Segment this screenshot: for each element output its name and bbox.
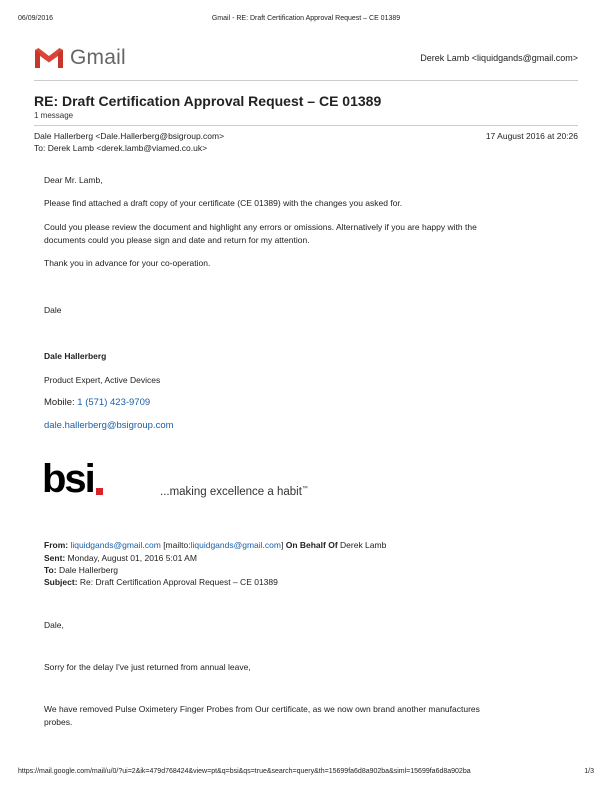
- message-from: Dale Hallerberg <Dale.Hallerberg@bsigroup.com>: [34, 131, 225, 141]
- message-to: To: Derek Lamb <derek.lamb@viamed.co.uk>: [34, 143, 208, 153]
- thread-subject: RE: Draft Certification Approval Request – CE 01389: [34, 93, 382, 109]
- quoted-from: [44, 539, 386, 552]
- quoted-behalf-name: Derek Lamb: [337, 540, 387, 550]
- quoted-behalf-label: On Behalf Of: [285, 540, 338, 550]
- bsi-tagline-text: ...making excellence a habit: [160, 486, 302, 498]
- gmail-logo[interactable]: [34, 44, 134, 72]
- footer-page-number: 1/3: [584, 768, 594, 775]
- bsi-wordmark: bsi: [42, 457, 94, 501]
- print-date: 06/09/2016: [18, 15, 54, 22]
- subject-divider: [34, 125, 578, 126]
- quoted-paragraph-1: Sorry for the delay I've just returned from annual leave,: [44, 662, 251, 672]
- sign-off: Dale: [44, 305, 62, 315]
- message-date: 17 August 2016 at 20:26: [485, 131, 578, 141]
- mobile-label: Mobile:: [44, 397, 78, 408]
- quoted-to-value: Dale Hallerberg: [56, 565, 119, 575]
- quoted-subject-label: Subject:: [44, 577, 78, 587]
- body-paragraph-1: Please find attached a draft copy of your certificate (CE 01389) with the changes you asked for.: [44, 198, 403, 208]
- quoted-from-label: From:: [44, 540, 71, 550]
- quoted-mailto-close: ]: [280, 540, 286, 550]
- signature-name: Dale Hallerberg: [44, 351, 107, 361]
- message-count: 1 message: [34, 111, 74, 120]
- quoted-greeting: Dale,: [44, 620, 64, 630]
- signature-mobile: [44, 396, 150, 409]
- quoted-paragraph-2-line-2: probes.: [44, 717, 73, 727]
- body-paragraph-2-line-2: documents could you please sign and date and return for my attention.: [44, 235, 310, 245]
- signature-email-link[interactable]: dale.hallerberg@bsigroup.com: [44, 420, 174, 431]
- quoted-to-label: To:: [44, 565, 57, 575]
- quoted-from-email[interactable]: liquidgands@gmail.com: [70, 540, 161, 550]
- bsi-tagline: [160, 486, 308, 498]
- quoted-subject-value: Re: Draft Certification Approval Request – CE 01389: [77, 577, 278, 587]
- bsi-logo: [42, 457, 362, 504]
- quoted-sent-value: Monday, August 01, 2016 5:01 AM: [65, 553, 197, 563]
- gmail-envelope-icon: [34, 47, 64, 69]
- body-paragraph-2-line-1: Could you please review the document and highlight any errors or omissions. Alternatively if you are happy with the: [44, 222, 477, 232]
- body-paragraph-3: Thank you in advance for your co-operation.: [44, 258, 211, 268]
- gmail-wordmark: Gmail: [70, 46, 126, 69]
- footer-url: https://mail.google.com/mail/u/0/?ui=2&ik=479d768424&view=pt&q=bsi&qs=true&search=query&th=15699fa6d8a902ba&siml=15699fa6d8a902ba: [18, 768, 471, 775]
- quoted-subject: [44, 576, 278, 589]
- account-label: Derek Lamb <liquidgands@gmail.com>: [420, 53, 578, 63]
- header-divider: [34, 80, 578, 81]
- greeting: Dear Mr. Lamb,: [44, 175, 103, 185]
- bsi-trademark: ™: [301, 486, 308, 493]
- quoted-sent-label: Sent:: [44, 553, 66, 563]
- mobile-link[interactable]: 1 (571) 423-9709: [77, 397, 151, 408]
- quoted-paragraph-2-line-1: We have removed Pulse Oximetery Finger Probes from Our certificate, as we now own brand another manufactures: [44, 704, 480, 714]
- quoted-mailto-email[interactable]: liquidgands@gmail.com: [190, 540, 281, 550]
- bsi-red-dot: [96, 488, 103, 495]
- signature-title: Product Expert, Active Devices: [44, 375, 161, 385]
- print-title: Gmail - RE: Draft Certification Approval Request – CE 01389: [211, 15, 401, 22]
- quoted-mailto-open: [mailto:: [160, 540, 191, 550]
